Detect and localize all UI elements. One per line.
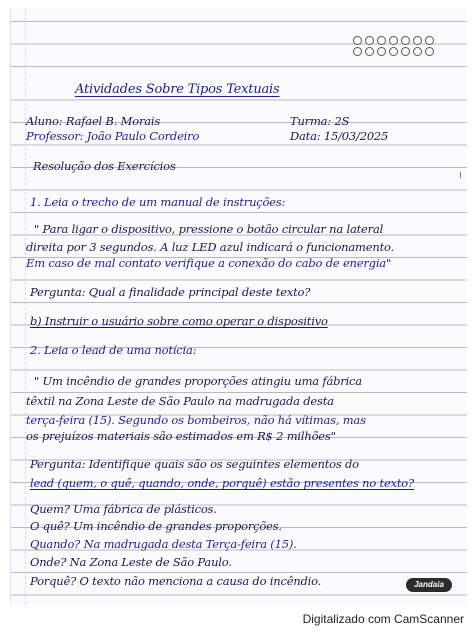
line-q1-perg: Pergunta: Qual a finalidade principal deste texto? — [30, 285, 311, 299]
line-q1-resp: b) Instruir o usuário sobre como operar o dispositivo — [30, 314, 328, 328]
line-aluno: Aluno: Rafael B. Morais — [26, 114, 161, 128]
dot-circle — [425, 47, 434, 56]
line-q1-l1: " Para ligar o dispositivo, pressione o botão circular na lateral — [34, 222, 384, 236]
dot-circle — [389, 36, 398, 45]
line-q1-l2: direita por 3 segundos. A luz LED azul indicará o funcionamento. — [26, 240, 394, 254]
line-q2: 2. Leia o lead de uma notícia: — [30, 343, 197, 357]
dot-circle — [389, 47, 398, 56]
date-dot-grid — [353, 36, 443, 62]
line-turma: Turma: 2S — [290, 114, 350, 128]
line-data: Data: 15/03/2025 — [290, 129, 389, 143]
line-q1: 1. Leia o trecho de um manual de instruções: — [30, 195, 286, 209]
line-q2-perg2: lead (quem, o quê, quando, onde, porquê) estão presentes no texto? — [30, 476, 414, 490]
dot-circle — [353, 36, 362, 45]
line-q2-l4: os prejuízos materiais são estimados em R$ 2 milhões" — [26, 429, 336, 443]
line-q2-l1: " Um incêndio de grandes proporções atingiu uma fábrica — [34, 374, 362, 388]
line-quem: Quem? Uma fábrica de plásticos. — [30, 502, 217, 516]
line-porque: Porquê? O texto não menciona a causa do incêndio. — [30, 574, 322, 588]
line-oque: O quê? Um incêndio de grandes proporções. — [30, 519, 282, 533]
line-q2-perg1: Pergunta: Identifique quais são os seguintes elementos do — [30, 457, 359, 471]
line-q1-l3: Em caso de mal contato verifique a conexão do cabo de energia" — [26, 256, 392, 270]
dot-circle — [365, 47, 374, 56]
line-onde: Onde? Na Zona Leste de São Paulo. — [30, 555, 232, 569]
dot-circle — [425, 36, 434, 45]
dot-circle — [413, 36, 422, 45]
line-title: Atividades Sobre Tipos Textuais — [75, 82, 280, 97]
dot-circle — [377, 36, 386, 45]
dot-circle — [365, 36, 374, 45]
line-professor: Professor: João Paulo Cordeiro — [26, 129, 200, 143]
line-quando: Quando? Na madrugada desta Terça-feira (15). — [30, 537, 297, 551]
line-resolucao: Resolução dos Exercícios — [33, 159, 176, 173]
notebook-brand-logo: Jandaia — [406, 578, 452, 592]
line-q2-l3: terça-feira (15). Segundo os bombeiros, não há vítimas, mas — [26, 413, 366, 427]
margin-line — [25, 8, 26, 604]
line-q2-l2: têxtil na Zona Leste de São Paulo na madrugada desta — [26, 394, 334, 408]
scanner-watermark: Digitalizado com CamScanner — [302, 612, 464, 626]
dot-circle — [401, 47, 410, 56]
dot-circle — [401, 36, 410, 45]
dot-circle — [353, 47, 362, 56]
dot-circle — [377, 47, 386, 56]
margin-tick — [460, 172, 461, 178]
dot-circle — [413, 47, 422, 56]
